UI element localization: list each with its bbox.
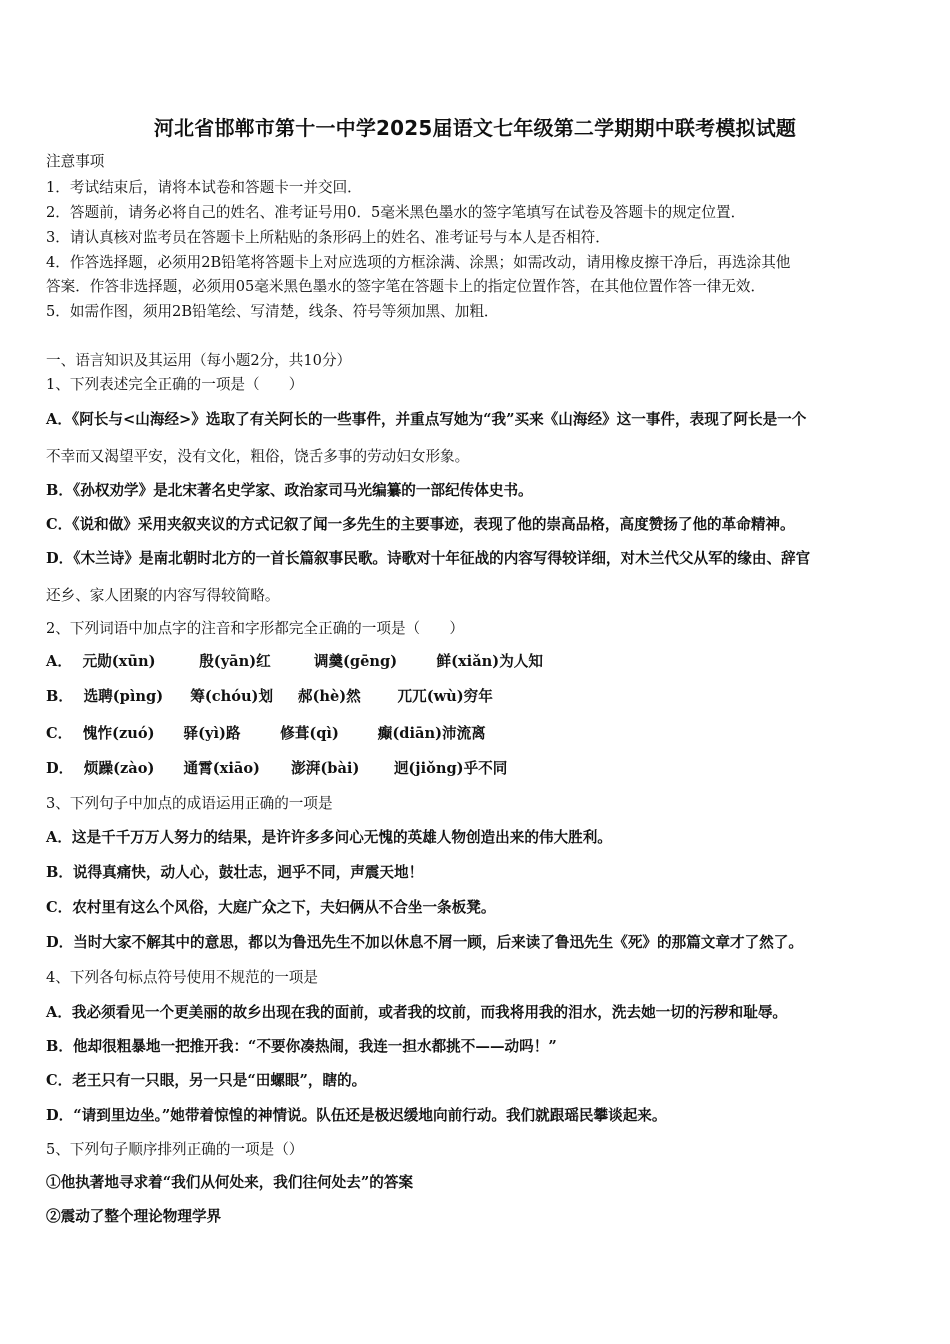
question-5-sentence-2: ②震动了整个理论物理学界 [46, 1208, 222, 1225]
option-label: B． [46, 688, 73, 705]
section-heading: 一、语言知识及其运用（每小题2分，共10分） [46, 352, 352, 369]
question-3-option-d: D．当时大家不解其中的意思，都以为鲁迅先生不加以休息不屑一顾，后来读了鲁迅先生《死》的那篇文章才了然了。 [46, 934, 803, 951]
question-2-option-d [46, 759, 507, 779]
option-word: 澎湃(bài) [291, 760, 360, 777]
question-3-option-c: C．农村里有这么个风俗，大庭广众之下，夫妇俩从不合坐一条板凳。 [46, 899, 496, 916]
question-2-option-a [46, 652, 543, 672]
notice-item: 5．如需作图，须用2B铅笔绘、写清楚，线条、符号等须加黑、加粗． [46, 303, 499, 320]
option-word: 元勋(xūn) [82, 653, 156, 670]
question-1-option-d-cont: 还乡、家人团聚的内容写得较简略。 [46, 587, 280, 604]
option-word: 鲜(xiǎn)为人知 [436, 653, 543, 670]
question-1-option-a: A．《阿长与<山海经>》选取了有关阿长的一些事件，并重点写她为“我”买来《山海经》这一事件，表现了阿长是一个 [46, 411, 807, 428]
option-word: 烦躁(zào) [83, 760, 155, 777]
option-word: 修葺(qì) [280, 725, 339, 742]
option-word: 兀兀(wù)穷年 [397, 688, 493, 705]
option-word: 驿(yì)路 [183, 725, 241, 742]
question-2-option-b [46, 687, 493, 707]
question-4-option-a: A．我必须看见一个更美丽的故乡出现在我的面前，或者我的坟前，而我将用我的泪水，洗去她一切的污秽和耻辱。 [46, 1004, 788, 1021]
question-3-option-b: B．说得真痛快，动人心，鼓壮志，迥乎不同，声震天地！ [46, 864, 424, 881]
option-word: 郝(hè)然 [297, 688, 361, 705]
question-1-option-a-cont: 不幸而又渴望平安，没有文化，粗俗，饶舌多事的劳动妇女形象。 [46, 448, 470, 465]
notice-item: 1．考试结束后，请将本试卷和答题卡一并交回． [46, 179, 362, 196]
question-4-option-d: D．“请到里边坐。”她带着惊惶的神情说。队伍还是极迟缓地向前行动。我们就跟瑶民攀谈起来。 [46, 1107, 667, 1124]
question-4-option-b: B．他却很粗暴地一把推开我：“不要你凑热闹，我连一担水都挑不——动吗！” [46, 1038, 557, 1055]
option-word: 愧怍(zuó) [82, 725, 155, 742]
question-2-stem: 2、下列词语中加点字的注音和字形都完全正确的一项是（ ） [46, 620, 464, 637]
question-4-stem: 4、下列各句标点符号使用不规范的一项是 [46, 969, 318, 986]
question-5-sentence-1: ①他执著地寻求着“我们从何处来，我们往何处去”的答案 [46, 1174, 414, 1191]
option-word: 癫(diān)沛流离 [377, 725, 486, 742]
option-word: 选聘(pìng) [83, 688, 164, 705]
question-1-stem: 1、下列表述完全正确的一项是（ ） [46, 376, 304, 393]
question-5-stem: 5、下列句子顺序排列正确的一项是（） [46, 1141, 304, 1158]
exam-title: 河北省邯郸市第十一中学2025届语文七年级第二学期期中联考模拟试题 [153, 116, 797, 140]
question-1-option-d: D．《木兰诗》是南北朝时北方的一首长篇叙事民歌。诗歌对十年征战的内容写得较详细，对木兰代父从军的缘由、辞官 [46, 550, 811, 567]
notice-item: 答案．作答非选择题，必须用05毫米黑色墨水的签字笔在答题卡上的指定位置作答，在其他位置作答一律无效． [46, 278, 766, 295]
question-1-option-c: C．《说和做》采用夹叙夹议的方式记叙了闻一多先生的主要事迹，表现了他的崇高品格，高度赞扬了他的革命精神。 [46, 516, 795, 533]
option-word: 调羹(gēng) [313, 653, 398, 670]
option-word: 迥(jiǒng)乎不同 [393, 760, 508, 777]
question-1-option-b: B．《孙权劝学》是北宋著名史学家、政治家司马光编纂的一部纪传体史书。 [46, 482, 533, 499]
question-3-stem: 3、下列句子中加点的成语运用正确的一项是 [46, 795, 333, 812]
question-2-option-c [46, 724, 486, 744]
option-word: 筹(chóu)划 [190, 688, 274, 705]
option-word: 通霄(xiāo) [183, 760, 260, 777]
option-label: C． [46, 725, 73, 742]
notice-heading: 注意事项 [46, 153, 105, 170]
option-label: D． [46, 760, 74, 777]
option-label: A． [46, 653, 72, 670]
notice-item: 2．答题前，请务必将自己的姓名、准考证号用0．5毫米黑色墨水的签字笔填写在试卷及答题卡的规定位置． [46, 204, 746, 221]
notice-item: 4．作答选择题，必须用2B铅笔将答题卡上对应选项的方框涂满、涂黑；如需改动，请用橡皮擦干净后，再选涂其他 [46, 254, 791, 271]
option-word: 殷(yān)红 [199, 653, 271, 670]
question-3-option-a: A．这是千千万万人努力的结果，是许许多多问心无愧的英雄人物创造出来的伟大胜利。 [46, 829, 612, 846]
notice-item: 3．请认真核对监考员在答题卡上所粘贴的条形码上的姓名、准考证号与本人是否相符． [46, 229, 610, 246]
question-4-option-c: C．老王只有一只眼，另一只是“田螺眼”，瞎的。 [46, 1072, 367, 1089]
